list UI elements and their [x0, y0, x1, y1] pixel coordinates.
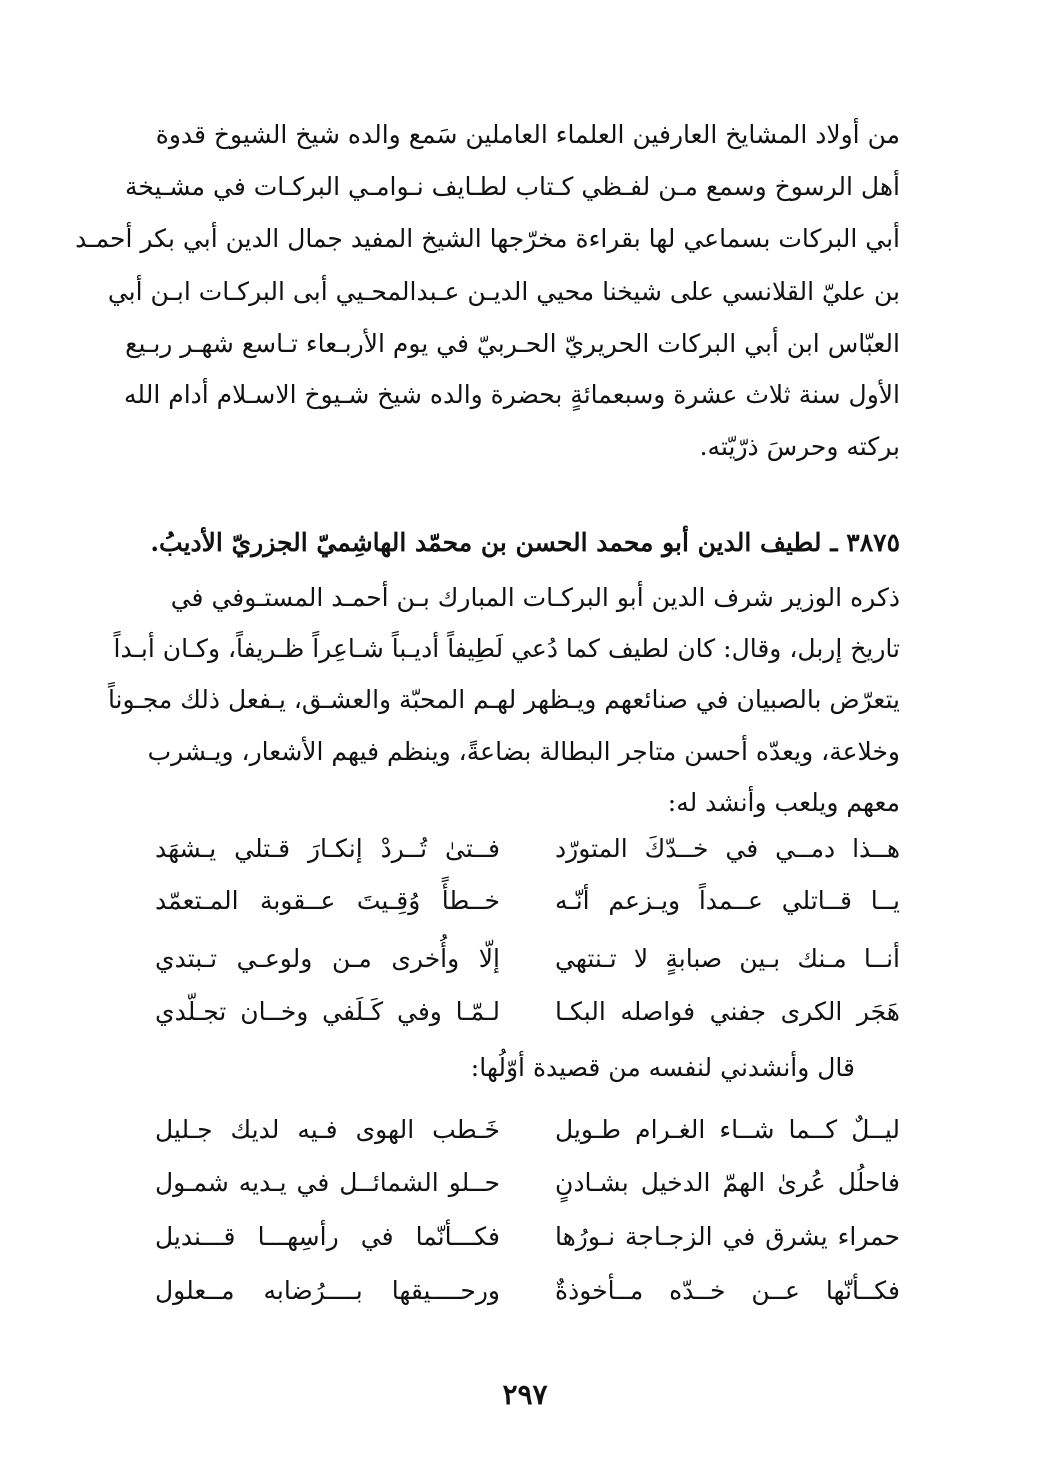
- entry-heading-text: ٣٨٧٥ ـ لطيف الدين أبو محمد الحسن بن محمّد الهاشِميّ الجزريّ الأديبُ.: [150, 528, 900, 557]
- verse-first-hemistich: يــا قــاتلي عــمداً ويـزعم أنّـه: [555, 886, 900, 915]
- verse-second-hemistich: فكـــأنّما في رأسِهـــا قـــنديل: [155, 1222, 500, 1251]
- verse-first-hemistich: ليــلٌ كــما شــاء الغـرام طـويل: [555, 1115, 900, 1144]
- paragraph-line: وخلاعة، ويعدّه أحسن متاجر البطالة بضاعةً، وينظم فيهم الأشعار، ويـشرب: [147, 737, 900, 766]
- page-number: ٢٩٧: [502, 1378, 548, 1411]
- paragraph-line: العبّاس ابن أبي البركات الحريريّ الحـربيّ في يوم الأربـعاء تـاسع شهـر ربـيع: [125, 329, 900, 358]
- verse-second-hemistich: إلّا وأُخرى مـن ولوعـي تـبتدي: [155, 944, 500, 973]
- paragraph-line: يتعرّض بالصبيان في صنائعهم ويـظهر لهـم المحبّة والعشـق، يـفعل ذلك مجـوناً: [107, 685, 900, 714]
- verse-row: [155, 834, 900, 878]
- paragraph-line: ذكره الوزير شرف الدين أبو البركـات المبارك بـن أحمـد المستـوفي في: [170, 583, 900, 612]
- paragraph-line: من أولاد المشايخ العارفين العلماء العاملين سَمع والده شيخ الشيوخ قدوة: [155, 120, 900, 149]
- entry-paragraph: [107, 583, 900, 853]
- verse-second-hemistich: حــلو الشمائــل في يـديه شمـول: [155, 1168, 500, 1197]
- verse-second-hemistich: فــتىٰ تُــردْ إنكـارَ قـتلي يـشهَد: [155, 834, 500, 863]
- verse-row: [155, 944, 900, 988]
- paragraph-line: قال وأنشدني لنفسه من قصيدة أوّلُها:: [470, 1053, 855, 1082]
- top-paragraph: [75, 120, 900, 470]
- entry-heading: [150, 528, 900, 572]
- verse-first-hemistich: فاحلُل عُرىٰ الهمّ الدخيل بشـادنٍ: [555, 1168, 900, 1197]
- verse-second-hemistich: لـمّـا وفي كَـلَفي وخــان تجـلّدي: [155, 997, 500, 1026]
- paragraph-line: أهل الرسوخ وسمع مـن لفـظي كـتاب لطـايف نـوامـي البركـات في مشـيخة: [124, 172, 900, 201]
- verse-second-hemistich: ورحــــيقها بــــرُضابه مــعلول: [155, 1276, 500, 1305]
- paragraph-line: بركته وحرسَ ذرّيّته.: [699, 432, 900, 461]
- verse-first-hemistich: فكــأنّها عــن خــدّه مــأخوذةٌ: [555, 1276, 900, 1305]
- paragraph-line: تاريخ إربل، وقال: كان لطيف كما دُعي لَطِيفاً أديـباً شـاعِراً ظـريفاً، وكـان أبـداً: [113, 634, 900, 663]
- verse-row: [155, 1168, 900, 1212]
- verse-row: [155, 1115, 900, 1159]
- paragraph-line: الأول سنة ثلاث عشرة وسبعمائةٍ بحضرة والده شيخ شـيوخ الاسـلام أدام الله: [124, 380, 900, 409]
- verse-row: [155, 886, 900, 930]
- verse-second-hemistich: خَـطب الهوى فـيه لديك جـليل: [155, 1115, 500, 1144]
- verse-first-hemistich: هــذا دمــي في خــدّكَ المتورّد: [555, 834, 900, 863]
- verse-row: [155, 1222, 900, 1266]
- verse-first-hemistich: حمراء يشرق في الزجـاجة نـورُها: [555, 1222, 900, 1251]
- verse-row: [155, 997, 900, 1041]
- paragraph-line: أبي البركات بسماعي لها بقراءة مخرّجها الشيخ المفيد جمال الدين أبي بكر أحمـد: [75, 224, 900, 253]
- second-poem-intro: [155, 1053, 900, 1097]
- paragraph-line: بن عليّ القلانسي على شيخنا محيي الديـن عـبدالمحـيي أبى البركـات ابـن أبي: [107, 277, 900, 306]
- paragraph-line: معهم ويلعب وأنشد له:: [667, 788, 900, 817]
- verse-first-hemistich: أنــا مـنك بـين صبابةٍ لا تـنتهي: [555, 944, 900, 973]
- verse-first-hemistich: هَجَر الكرى جفني فواصله البكـا: [555, 997, 900, 1026]
- verse-row: [155, 1276, 900, 1320]
- verse-second-hemistich: خــطأً وُقِـيتَ عــقوبة المـتعمّد: [155, 886, 500, 915]
